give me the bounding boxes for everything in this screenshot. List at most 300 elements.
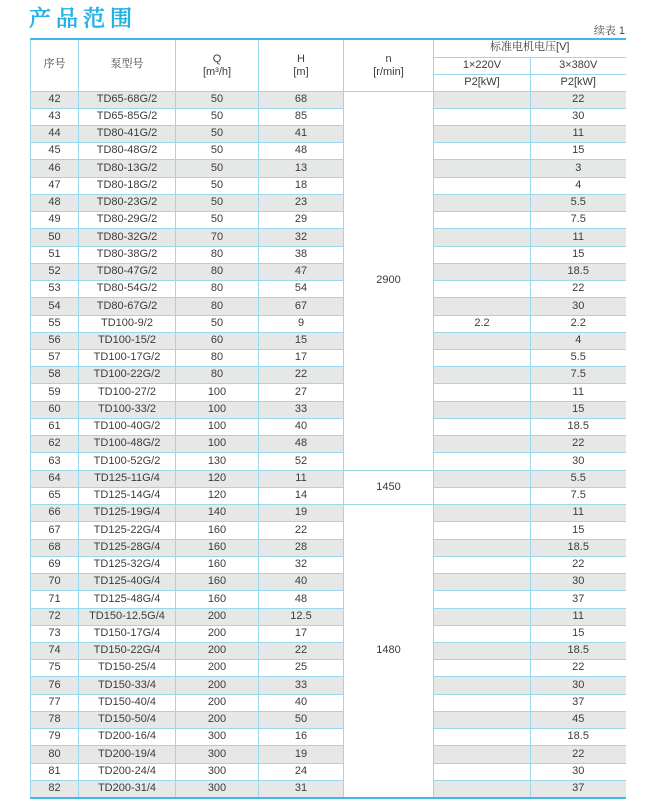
cell-serial: 79 bbox=[31, 729, 79, 746]
header-row-1 bbox=[31, 39, 626, 57]
cell-head: 67 bbox=[259, 298, 344, 315]
cell-model: TD200-19/4 bbox=[79, 746, 176, 763]
table-row bbox=[31, 315, 626, 332]
flow-symbol: Q bbox=[212, 52, 222, 65]
cell-model: TD125-48G/4 bbox=[79, 591, 176, 608]
cell-p2-380: 30 bbox=[531, 763, 626, 780]
cell-head: 40 bbox=[259, 574, 344, 591]
table-row bbox=[31, 281, 626, 298]
cell-p2-380: 11 bbox=[531, 384, 626, 401]
cell-p2-220 bbox=[434, 470, 531, 487]
cell-p2-380: 18.5 bbox=[531, 418, 626, 435]
table-row bbox=[31, 436, 626, 453]
cell-model: TD100-48G/2 bbox=[79, 436, 176, 453]
cell-p2-220 bbox=[434, 625, 531, 642]
cell-flow: 300 bbox=[176, 780, 259, 798]
cell-head: 48 bbox=[259, 436, 344, 453]
cell-serial: 62 bbox=[31, 436, 79, 453]
cell-p2-380: 22 bbox=[531, 436, 626, 453]
cell-p2-380: 30 bbox=[531, 108, 626, 125]
cell-serial: 50 bbox=[31, 229, 79, 246]
cell-model: TD125-28G/4 bbox=[79, 539, 176, 556]
col-header-flow bbox=[176, 39, 259, 91]
cell-head: 47 bbox=[259, 263, 344, 280]
cell-flow: 200 bbox=[176, 608, 259, 625]
cell-p2-380: 30 bbox=[531, 677, 626, 694]
cell-serial: 57 bbox=[31, 350, 79, 367]
cell-p2-220 bbox=[434, 384, 531, 401]
cell-model: TD150-12.5G/4 bbox=[79, 608, 176, 625]
cell-serial: 61 bbox=[31, 418, 79, 435]
cell-head: 12.5 bbox=[259, 608, 344, 625]
cell-flow: 50 bbox=[176, 315, 259, 332]
cell-serial: 71 bbox=[31, 591, 79, 608]
cell-flow: 300 bbox=[176, 746, 259, 763]
cell-p2-380: 30 bbox=[531, 453, 626, 470]
cell-model: TD125-40G/4 bbox=[79, 574, 176, 591]
cell-p2-220 bbox=[434, 505, 531, 522]
cell-serial: 42 bbox=[31, 91, 79, 108]
cell-model: TD150-25/4 bbox=[79, 660, 176, 677]
cell-p2-380: 18.5 bbox=[531, 263, 626, 280]
table-row bbox=[31, 212, 626, 229]
cell-p2-380: 4 bbox=[531, 332, 626, 349]
cell-flow: 200 bbox=[176, 711, 259, 728]
table-row bbox=[31, 660, 626, 677]
cell-model: TD80-18G/2 bbox=[79, 177, 176, 194]
table-row bbox=[31, 625, 626, 642]
cell-head: 24 bbox=[259, 763, 344, 780]
cell-serial: 56 bbox=[31, 332, 79, 349]
cell-p2-220 bbox=[434, 729, 531, 746]
cell-flow: 300 bbox=[176, 763, 259, 780]
table-row bbox=[31, 401, 626, 418]
cell-p2-380: 15 bbox=[531, 625, 626, 642]
cell-p2-380: 18.5 bbox=[531, 729, 626, 746]
table-row bbox=[31, 332, 626, 349]
cell-serial: 60 bbox=[31, 401, 79, 418]
cell-flow: 50 bbox=[176, 194, 259, 211]
cell-speed-merged: 2900 bbox=[344, 91, 434, 470]
cell-flow: 50 bbox=[176, 160, 259, 177]
cell-p2-220 bbox=[434, 780, 531, 798]
cell-serial: 54 bbox=[31, 298, 79, 315]
cell-head: 52 bbox=[259, 453, 344, 470]
cell-p2-380: 3 bbox=[531, 160, 626, 177]
cell-model: TD150-50/4 bbox=[79, 711, 176, 728]
cell-head: 85 bbox=[259, 108, 344, 125]
cell-serial: 59 bbox=[31, 384, 79, 401]
cell-flow: 160 bbox=[176, 539, 259, 556]
cell-head: 32 bbox=[259, 229, 344, 246]
cell-head: 33 bbox=[259, 677, 344, 694]
table-row bbox=[31, 160, 626, 177]
cell-flow: 80 bbox=[176, 281, 259, 298]
cell-p2-380: 7.5 bbox=[531, 367, 626, 384]
cell-model: TD150-33/4 bbox=[79, 677, 176, 694]
cell-flow: 200 bbox=[176, 660, 259, 677]
cell-flow: 80 bbox=[176, 350, 259, 367]
cell-model: TD125-11G/4 bbox=[79, 470, 176, 487]
cell-p2-220 bbox=[434, 281, 531, 298]
cell-flow: 120 bbox=[176, 470, 259, 487]
cell-speed-merged: 1480 bbox=[344, 505, 434, 798]
table-row bbox=[31, 229, 626, 246]
cell-p2-380: 5.5 bbox=[531, 350, 626, 367]
cell-p2-220 bbox=[434, 367, 531, 384]
cell-p2-380: 15 bbox=[531, 401, 626, 418]
cell-p2-380: 18.5 bbox=[531, 539, 626, 556]
cell-head: 40 bbox=[259, 418, 344, 435]
cell-p2-380: 30 bbox=[531, 298, 626, 315]
cell-model: TD100-17G/2 bbox=[79, 350, 176, 367]
cell-p2-380: 5.5 bbox=[531, 470, 626, 487]
cell-flow: 160 bbox=[176, 522, 259, 539]
cell-flow: 200 bbox=[176, 643, 259, 660]
cell-head: 9 bbox=[259, 315, 344, 332]
table-row bbox=[31, 470, 626, 487]
col-header-p2-220: P2[kW] bbox=[434, 74, 531, 91]
cell-head: 18 bbox=[259, 177, 344, 194]
cell-p2-220 bbox=[434, 177, 531, 194]
cell-p2-220 bbox=[434, 298, 531, 315]
cell-p2-380: 18.5 bbox=[531, 643, 626, 660]
table-row bbox=[31, 505, 626, 522]
cell-head: 31 bbox=[259, 780, 344, 798]
cell-p2-380: 22 bbox=[531, 281, 626, 298]
cell-flow: 200 bbox=[176, 625, 259, 642]
cell-p2-220 bbox=[434, 332, 531, 349]
cell-flow: 80 bbox=[176, 367, 259, 384]
cell-flow: 50 bbox=[176, 108, 259, 125]
table-row bbox=[31, 384, 626, 401]
cell-flow: 60 bbox=[176, 332, 259, 349]
cell-flow: 50 bbox=[176, 125, 259, 142]
speed-unit: [r/min] bbox=[373, 65, 404, 78]
cell-head: 40 bbox=[259, 694, 344, 711]
cell-p2-220 bbox=[434, 487, 531, 504]
cell-model: TD80-38G/2 bbox=[79, 246, 176, 263]
cell-serial: 63 bbox=[31, 453, 79, 470]
table-row bbox=[31, 367, 626, 384]
cell-p2-380: 15 bbox=[531, 143, 626, 160]
cell-p2-220 bbox=[434, 401, 531, 418]
cell-p2-220 bbox=[434, 556, 531, 573]
table-row bbox=[31, 729, 626, 746]
cell-model: TD150-22G/4 bbox=[79, 643, 176, 660]
cell-flow: 160 bbox=[176, 591, 259, 608]
cell-p2-220 bbox=[434, 746, 531, 763]
cell-head: 19 bbox=[259, 746, 344, 763]
col-header-speed bbox=[344, 39, 434, 91]
cell-p2-220 bbox=[434, 212, 531, 229]
cell-flow: 100 bbox=[176, 436, 259, 453]
cell-p2-220 bbox=[434, 194, 531, 211]
cell-model: TD80-41G/2 bbox=[79, 125, 176, 142]
cell-p2-380: 37 bbox=[531, 780, 626, 798]
col-header-380v: 3×380V bbox=[531, 57, 626, 74]
cell-head: 13 bbox=[259, 160, 344, 177]
cell-p2-220 bbox=[434, 229, 531, 246]
table-row bbox=[31, 556, 626, 573]
cell-serial: 82 bbox=[31, 780, 79, 798]
table-row bbox=[31, 263, 626, 280]
table-row bbox=[31, 591, 626, 608]
cell-flow: 200 bbox=[176, 694, 259, 711]
cell-head: 38 bbox=[259, 246, 344, 263]
table-row bbox=[31, 143, 626, 160]
cell-model: TD125-14G/4 bbox=[79, 487, 176, 504]
cell-head: 14 bbox=[259, 487, 344, 504]
cell-p2-380: 7.5 bbox=[531, 212, 626, 229]
cell-flow: 70 bbox=[176, 229, 259, 246]
cell-model: TD65-85G/2 bbox=[79, 108, 176, 125]
cell-flow: 50 bbox=[176, 177, 259, 194]
cell-p2-220 bbox=[434, 677, 531, 694]
cell-serial: 47 bbox=[31, 177, 79, 194]
table-header bbox=[31, 39, 626, 91]
cell-p2-380: 45 bbox=[531, 711, 626, 728]
cell-p2-220 bbox=[434, 522, 531, 539]
cell-model: TD150-40/4 bbox=[79, 694, 176, 711]
cell-model: TD80-48G/2 bbox=[79, 143, 176, 160]
cell-head: 25 bbox=[259, 660, 344, 677]
cell-flow: 100 bbox=[176, 384, 259, 401]
cell-model: TD100-15/2 bbox=[79, 332, 176, 349]
table-row bbox=[31, 177, 626, 194]
cell-serial: 65 bbox=[31, 487, 79, 504]
cell-serial: 69 bbox=[31, 556, 79, 573]
table-row bbox=[31, 608, 626, 625]
cell-model: TD150-17G/4 bbox=[79, 625, 176, 642]
cell-head: 68 bbox=[259, 91, 344, 108]
cell-p2-380: 37 bbox=[531, 591, 626, 608]
cell-serial: 48 bbox=[31, 194, 79, 211]
cell-serial: 53 bbox=[31, 281, 79, 298]
cell-p2-380: 22 bbox=[531, 660, 626, 677]
col-header-serial: 序号 bbox=[31, 39, 79, 91]
cell-p2-220 bbox=[434, 160, 531, 177]
cell-serial: 76 bbox=[31, 677, 79, 694]
table-row bbox=[31, 643, 626, 660]
cell-head: 27 bbox=[259, 384, 344, 401]
cell-model: TD200-24/4 bbox=[79, 763, 176, 780]
table-row bbox=[31, 108, 626, 125]
cell-p2-380: 37 bbox=[531, 694, 626, 711]
table-row bbox=[31, 780, 626, 798]
cell-flow: 140 bbox=[176, 505, 259, 522]
cell-serial: 77 bbox=[31, 694, 79, 711]
cell-serial: 73 bbox=[31, 625, 79, 642]
cell-serial: 80 bbox=[31, 746, 79, 763]
cell-flow: 120 bbox=[176, 487, 259, 504]
head-unit: [m] bbox=[293, 65, 309, 78]
cell-p2-220 bbox=[434, 591, 531, 608]
cell-model: TD200-16/4 bbox=[79, 729, 176, 746]
cell-flow: 50 bbox=[176, 91, 259, 108]
col-header-head bbox=[259, 39, 344, 91]
cell-p2-220 bbox=[434, 125, 531, 142]
page-title: 产品范围 bbox=[29, 6, 138, 31]
cell-model: TD100-9/2 bbox=[79, 315, 176, 332]
cell-speed-merged: 1450 bbox=[344, 470, 434, 504]
cell-serial: 49 bbox=[31, 212, 79, 229]
flow-unit: [m³/h] bbox=[202, 65, 232, 78]
cell-p2-220 bbox=[434, 660, 531, 677]
cell-model: TD100-40G/2 bbox=[79, 418, 176, 435]
cell-serial: 75 bbox=[31, 660, 79, 677]
cell-head: 17 bbox=[259, 350, 344, 367]
cell-p2-220 bbox=[434, 763, 531, 780]
cell-serial: 70 bbox=[31, 574, 79, 591]
cell-p2-380: 2.2 bbox=[531, 315, 626, 332]
cell-model: TD80-32G/2 bbox=[79, 229, 176, 246]
col-header-p2-380: P2[kW] bbox=[531, 74, 626, 91]
cell-model: TD125-22G/4 bbox=[79, 522, 176, 539]
cell-flow: 100 bbox=[176, 401, 259, 418]
cell-p2-220 bbox=[434, 574, 531, 591]
cell-p2-220 bbox=[434, 143, 531, 160]
table-row bbox=[31, 298, 626, 315]
cell-head: 11 bbox=[259, 470, 344, 487]
cell-p2-220 bbox=[434, 539, 531, 556]
cell-p2-220 bbox=[434, 108, 531, 125]
table-row bbox=[31, 125, 626, 142]
cell-model: TD200-31/4 bbox=[79, 780, 176, 798]
cell-flow: 130 bbox=[176, 453, 259, 470]
cell-model: TD80-23G/2 bbox=[79, 194, 176, 211]
cell-p2-380: 15 bbox=[531, 246, 626, 263]
cell-head: 22 bbox=[259, 643, 344, 660]
cell-p2-220 bbox=[434, 436, 531, 453]
cell-head: 15 bbox=[259, 332, 344, 349]
cell-model: TD100-52G/2 bbox=[79, 453, 176, 470]
cell-p2-380: 22 bbox=[531, 746, 626, 763]
product-range-table bbox=[30, 38, 626, 799]
cell-flow: 80 bbox=[176, 298, 259, 315]
cell-head: 28 bbox=[259, 539, 344, 556]
table-row bbox=[31, 246, 626, 263]
cell-head: 33 bbox=[259, 401, 344, 418]
cell-p2-220 bbox=[434, 694, 531, 711]
cell-model: TD100-27/2 bbox=[79, 384, 176, 401]
cell-model: TD125-19G/4 bbox=[79, 505, 176, 522]
cell-p2-380: 5.5 bbox=[531, 194, 626, 211]
cell-head: 50 bbox=[259, 711, 344, 728]
table-row bbox=[31, 522, 626, 539]
cell-serial: 66 bbox=[31, 505, 79, 522]
cell-head: 41 bbox=[259, 125, 344, 142]
head-symbol: H bbox=[297, 52, 305, 65]
cell-model: TD80-47G/2 bbox=[79, 263, 176, 280]
cell-head: 54 bbox=[259, 281, 344, 298]
cell-model: TD80-67G/2 bbox=[79, 298, 176, 315]
col-header-model: 泵型号 bbox=[79, 39, 176, 91]
cell-serial: 46 bbox=[31, 160, 79, 177]
table-row bbox=[31, 91, 626, 108]
cell-flow: 200 bbox=[176, 677, 259, 694]
cell-head: 48 bbox=[259, 591, 344, 608]
cell-serial: 68 bbox=[31, 539, 79, 556]
table-row bbox=[31, 539, 626, 556]
cell-head: 23 bbox=[259, 194, 344, 211]
cell-flow: 50 bbox=[176, 212, 259, 229]
cell-serial: 52 bbox=[31, 263, 79, 280]
table-row bbox=[31, 350, 626, 367]
cell-serial: 64 bbox=[31, 470, 79, 487]
cell-model: TD80-54G/2 bbox=[79, 281, 176, 298]
cell-model: TD80-29G/2 bbox=[79, 212, 176, 229]
cell-head: 17 bbox=[259, 625, 344, 642]
cell-head: 29 bbox=[259, 212, 344, 229]
cell-serial: 55 bbox=[31, 315, 79, 332]
cell-head: 22 bbox=[259, 522, 344, 539]
cell-serial: 72 bbox=[31, 608, 79, 625]
table-row bbox=[31, 677, 626, 694]
cell-p2-220 bbox=[434, 91, 531, 108]
cell-model: TD65-68G/2 bbox=[79, 91, 176, 108]
cell-p2-220 bbox=[434, 418, 531, 435]
cell-p2-220 bbox=[434, 350, 531, 367]
cell-serial: 74 bbox=[31, 643, 79, 660]
cell-p2-380: 11 bbox=[531, 608, 626, 625]
table-row bbox=[31, 453, 626, 470]
cell-p2-380: 15 bbox=[531, 522, 626, 539]
cell-flow: 100 bbox=[176, 418, 259, 435]
cell-p2-220 bbox=[434, 711, 531, 728]
cell-serial: 81 bbox=[31, 763, 79, 780]
cell-serial: 78 bbox=[31, 711, 79, 728]
continuation-table-label: 续表 1 bbox=[593, 25, 625, 37]
cell-p2-380: 4 bbox=[531, 177, 626, 194]
cell-p2-220 bbox=[434, 453, 531, 470]
cell-model: TD100-33/2 bbox=[79, 401, 176, 418]
cell-p2-380: 22 bbox=[531, 556, 626, 573]
cell-flow: 300 bbox=[176, 729, 259, 746]
speed-symbol: n bbox=[385, 52, 392, 65]
cell-p2-380: 11 bbox=[531, 229, 626, 246]
cell-p2-220 bbox=[434, 608, 531, 625]
col-header-voltage-group: 标准电机电压[V] bbox=[434, 39, 626, 57]
cell-flow: 50 bbox=[176, 143, 259, 160]
cell-flow: 160 bbox=[176, 574, 259, 591]
cell-p2-220 bbox=[434, 246, 531, 263]
cell-model: TD100-22G/2 bbox=[79, 367, 176, 384]
table-body bbox=[31, 91, 626, 798]
cell-model: TD125-32G/4 bbox=[79, 556, 176, 573]
cell-flow: 160 bbox=[176, 556, 259, 573]
table-row bbox=[31, 487, 626, 504]
table-row bbox=[31, 194, 626, 211]
table-row bbox=[31, 711, 626, 728]
cell-serial: 43 bbox=[31, 108, 79, 125]
cell-p2-380: 7.5 bbox=[531, 487, 626, 504]
cell-p2-220 bbox=[434, 643, 531, 660]
cell-model: TD80-13G/2 bbox=[79, 160, 176, 177]
cell-flow: 80 bbox=[176, 246, 259, 263]
table-row bbox=[31, 418, 626, 435]
cell-serial: 44 bbox=[31, 125, 79, 142]
table-row bbox=[31, 694, 626, 711]
cell-p2-380: 11 bbox=[531, 125, 626, 142]
table-row bbox=[31, 746, 626, 763]
cell-serial: 58 bbox=[31, 367, 79, 384]
cell-head: 19 bbox=[259, 505, 344, 522]
cell-head: 22 bbox=[259, 367, 344, 384]
cell-flow: 80 bbox=[176, 263, 259, 280]
table-row bbox=[31, 574, 626, 591]
cell-p2-380: 30 bbox=[531, 574, 626, 591]
